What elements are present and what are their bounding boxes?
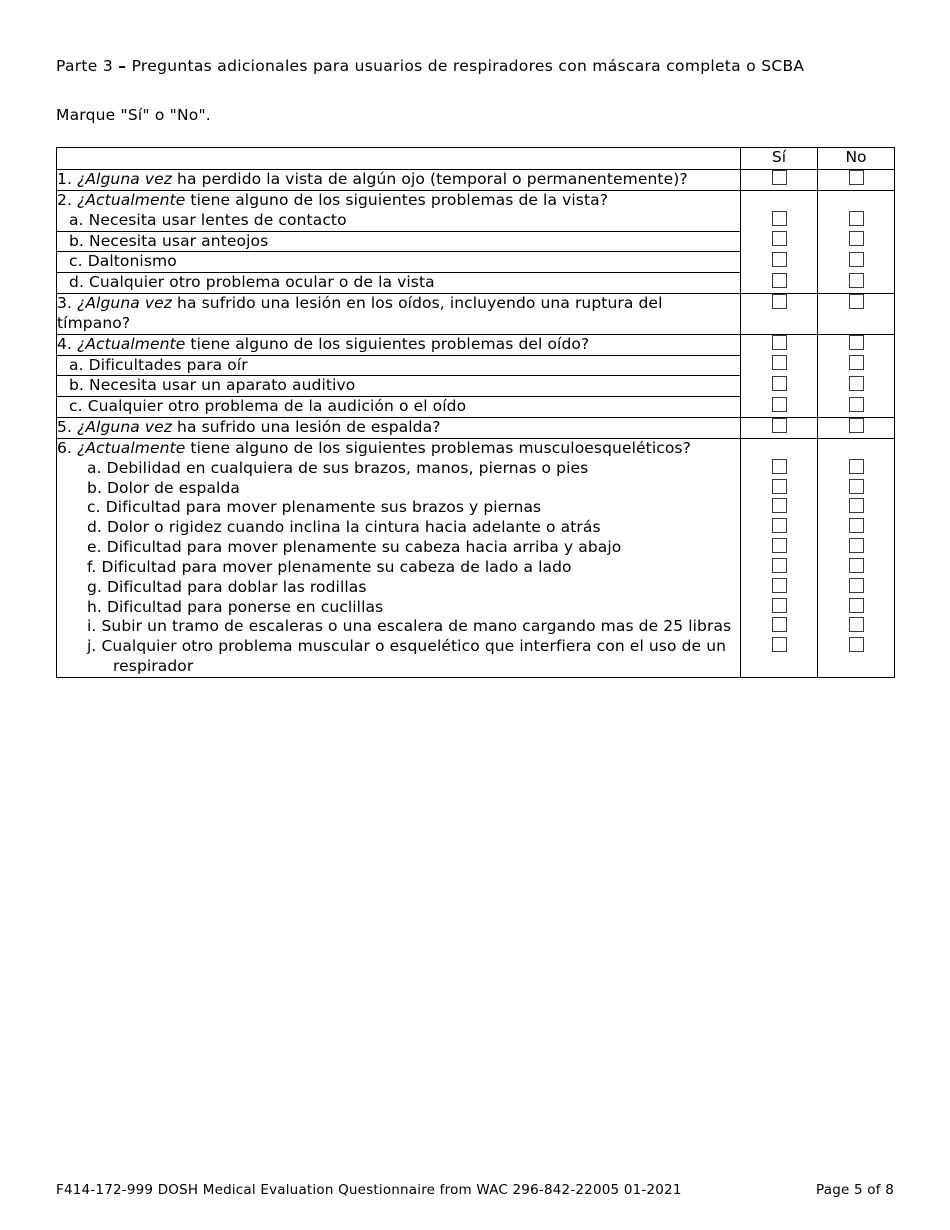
checkbox-no[interactable]	[849, 376, 864, 391]
checkbox-no[interactable]	[849, 273, 864, 288]
question-label: Dificultad para ponerse en cuclillas	[106, 597, 384, 616]
checkbox-cell-no[interactable]	[818, 598, 895, 618]
checkbox-yes[interactable]	[772, 231, 787, 246]
question-number: h.	[87, 597, 107, 616]
question-label: Necesita usar un aparato auditivo	[89, 376, 356, 395]
question-label: Dificultad para mover plenamente su cabeza hacia arriba y abajo	[106, 538, 622, 557]
part-title-text: Preguntas adicionales para usuarios de respiradores con máscara completa o SCBA	[131, 57, 805, 75]
checkbox-cell-yes[interactable]	[741, 397, 818, 418]
checkbox-no[interactable]	[849, 558, 864, 573]
checkbox-yes[interactable]	[772, 211, 787, 226]
table-row	[57, 578, 895, 598]
question-label: Necesita usar lentes de contacto	[88, 210, 347, 229]
table-header-row	[57, 148, 895, 170]
checkbox-yes[interactable]	[772, 598, 787, 613]
checkbox-cell-yes[interactable]	[741, 538, 818, 558]
table-row	[57, 355, 895, 376]
checkbox-no[interactable]	[849, 211, 864, 226]
checkbox-yes[interactable]	[772, 538, 787, 553]
question-text-cell	[57, 211, 741, 231]
table-row	[57, 598, 895, 618]
checkbox-cell-yes[interactable]	[741, 518, 818, 538]
page-title	[56, 56, 894, 76]
question-number: 3.	[57, 294, 78, 313]
checkbox-yes[interactable]	[772, 578, 787, 593]
question-text-cell	[57, 498, 741, 518]
checkbox-no[interactable]	[849, 637, 864, 652]
checkbox-no[interactable]	[849, 252, 864, 267]
checkbox-yes[interactable]	[772, 376, 787, 391]
checkbox-cell-no[interactable]	[818, 294, 895, 335]
table-row	[57, 459, 895, 479]
column-header-no: No	[818, 148, 895, 170]
checkbox-no[interactable]	[849, 418, 864, 433]
checkbox-cell-yes[interactable]	[741, 459, 818, 479]
checkbox-cell-no[interactable]	[818, 418, 895, 439]
checkbox-cell-yes[interactable]	[741, 479, 818, 499]
question-number: a.	[69, 210, 89, 229]
question-label: Daltonismo	[87, 252, 177, 271]
question-number: i.	[87, 617, 102, 636]
checkbox-cell-yes[interactable]	[741, 170, 818, 191]
checkbox-cell-yes[interactable]	[741, 334, 818, 355]
checkbox-yes[interactable]	[772, 397, 787, 412]
checkbox-cell-no[interactable]	[818, 479, 895, 499]
question-number: f.	[87, 557, 102, 576]
checkbox-no[interactable]	[849, 231, 864, 246]
checkbox-cell-yes[interactable]	[741, 418, 818, 439]
checkbox-cell-yes[interactable]	[741, 231, 818, 252]
question-number: 5.	[57, 418, 78, 437]
question-emphasis: ¿Actualmente	[77, 334, 186, 353]
question-label: ha sufrido una lesión en los oídos, incluyendo una ruptura del tímpano?	[57, 294, 663, 332]
question-text-cell	[57, 231, 741, 252]
column-header-yes: Sí	[741, 148, 818, 170]
checkbox-cell-yes[interactable]	[741, 355, 818, 376]
checkbox-cell-no[interactable]	[818, 355, 895, 376]
table-row	[57, 334, 895, 355]
checkbox-cell-yes[interactable]	[741, 376, 818, 397]
checkbox-cell-no[interactable]	[818, 518, 895, 538]
checkbox-cell-yes[interactable]	[741, 598, 818, 618]
table-row	[57, 252, 895, 273]
question-number: g.	[87, 577, 107, 596]
checkbox-no[interactable]	[849, 538, 864, 553]
checkbox-no[interactable]	[849, 294, 864, 309]
checkbox-cell-yes[interactable]	[741, 498, 818, 518]
question-label: Necesita usar anteojos	[89, 231, 269, 250]
question-number: d.	[69, 273, 89, 292]
question-text-cell	[57, 538, 741, 558]
footer-page-number: Page 5 of 8	[816, 1182, 894, 1198]
question-label: Cualquier otro problema muscular o esquelético que interfiera con el uso de un respirador	[101, 637, 727, 676]
checkbox-cell-no[interactable]	[818, 170, 895, 191]
checkbox-no[interactable]	[849, 578, 864, 593]
question-text-cell	[57, 397, 741, 418]
table-row	[57, 294, 895, 335]
table-row	[57, 637, 895, 677]
checkbox-cell-yes[interactable]	[741, 558, 818, 578]
checkbox-cell-no	[818, 438, 895, 458]
checkbox-cell-no[interactable]	[818, 617, 895, 637]
table-row	[57, 376, 895, 397]
table-row	[57, 438, 895, 458]
checkbox-no[interactable]	[849, 459, 864, 474]
checkbox-yes[interactable]	[772, 518, 787, 533]
instruction-text: Marque "Sí" o "No".	[56, 106, 211, 125]
question-label: ha sufrido una lesión de espalda?	[172, 418, 441, 437]
question-number: b.	[69, 376, 89, 395]
question-number: b.	[87, 478, 107, 497]
question-text-cell	[57, 438, 741, 458]
checkbox-cell-yes[interactable]	[741, 617, 818, 637]
question-number: b.	[69, 231, 89, 250]
question-text-cell	[57, 252, 741, 273]
question-number: 1.	[57, 170, 78, 189]
checkbox-no[interactable]	[849, 479, 864, 494]
title-dash: –	[118, 57, 127, 75]
checkbox-yes[interactable]	[772, 294, 787, 309]
question-emphasis: ¿Alguna vez	[77, 294, 173, 313]
checkbox-yes[interactable]	[772, 335, 787, 350]
question-label: tiene alguno de los siguientes problemas musculoesqueléticos?	[185, 438, 691, 457]
question-text-cell	[57, 637, 741, 677]
question-label: Cualquier otro problema ocular o de la vista	[89, 273, 435, 292]
question-number: 6.	[57, 438, 78, 457]
checkbox-cell-yes	[741, 438, 818, 458]
question-label: Cualquier otro problema de la audición o el oído	[87, 397, 467, 416]
checkbox-cell-no[interactable]	[818, 334, 895, 355]
checkbox-cell-no[interactable]	[818, 558, 895, 578]
question-label: ha perdido la vista de algún ojo (temporal o permanentemente)?	[172, 170, 688, 189]
table-row	[57, 538, 895, 558]
checkbox-no[interactable]	[849, 170, 864, 185]
question-text-cell	[57, 518, 741, 538]
checkbox-yes[interactable]	[772, 558, 787, 573]
question-label: Dificultades para oír	[88, 355, 248, 374]
table-row	[57, 479, 895, 499]
checkbox-cell-yes[interactable]	[741, 273, 818, 294]
question-text-cell	[57, 459, 741, 479]
checkbox-no[interactable]	[849, 498, 864, 513]
checkbox-cell-yes[interactable]	[741, 211, 818, 231]
checkbox-cell-no[interactable]	[818, 211, 895, 231]
checkbox-cell-no[interactable]	[818, 498, 895, 518]
question-text-cell	[57, 558, 741, 578]
checkbox-yes[interactable]	[772, 170, 787, 185]
checkbox-yes[interactable]	[772, 479, 787, 494]
table-row	[57, 231, 895, 252]
page-footer	[56, 1182, 894, 1198]
question-text-cell	[57, 190, 741, 210]
question-label: Subir un tramo de escaleras o una escalera de mano cargando mas de 25 libras	[101, 617, 732, 636]
question-number: a.	[69, 355, 89, 374]
checkbox-cell-no[interactable]	[818, 459, 895, 479]
question-number: e.	[87, 538, 107, 557]
table-row	[57, 617, 895, 637]
question-label: tiene alguno de los siguientes problemas del oído?	[185, 334, 590, 353]
checkbox-cell-no[interactable]	[818, 273, 895, 294]
question-emphasis: ¿Alguna vez	[77, 418, 173, 437]
checkbox-yes[interactable]	[772, 252, 787, 267]
question-number: 4.	[57, 334, 78, 353]
table-row	[57, 170, 895, 191]
table-row	[57, 558, 895, 578]
checkbox-cell-yes	[741, 190, 818, 210]
question-label: Dolor o rigidez cuando inclina la cintura hacia adelante o atrás	[107, 518, 601, 537]
checkbox-cell-yes[interactable]	[741, 294, 818, 335]
checkbox-cell-no[interactable]	[818, 397, 895, 418]
checkbox-no[interactable]	[849, 518, 864, 533]
question-text-cell	[57, 170, 741, 191]
question-text-cell	[57, 598, 741, 618]
checkbox-cell-no[interactable]	[818, 578, 895, 598]
checkbox-cell-no[interactable]	[818, 376, 895, 397]
question-number: c.	[69, 397, 88, 416]
question-label: Dificultad para mover plenamente sus brazos y piernas	[105, 498, 542, 517]
checkbox-no[interactable]	[849, 617, 864, 632]
question-text-cell	[57, 355, 741, 376]
question-number: d.	[87, 518, 107, 537]
checkbox-cell-no	[818, 190, 895, 210]
checkbox-cell-no[interactable]	[818, 252, 895, 273]
question-number: a.	[87, 458, 107, 477]
question-emphasis: ¿Actualmente	[77, 190, 186, 209]
checkbox-yes[interactable]	[772, 355, 787, 370]
checkbox-yes[interactable]	[772, 637, 787, 652]
question-label: Dolor de espalda	[107, 478, 241, 497]
checkbox-cell-yes[interactable]	[741, 252, 818, 273]
checkbox-yes[interactable]	[772, 273, 787, 288]
question-text-cell	[57, 578, 741, 598]
question-text-cell	[57, 334, 741, 355]
header-blank-cell	[57, 148, 741, 170]
table-row	[57, 211, 895, 231]
checkbox-cell-no[interactable]	[818, 637, 895, 677]
checkbox-yes[interactable]	[772, 418, 787, 433]
question-text-cell	[57, 418, 741, 439]
question-text-cell	[57, 376, 741, 397]
checkbox-cell-no[interactable]	[818, 538, 895, 558]
question-label: Dificultad para doblar las rodillas	[107, 577, 367, 596]
part-label: Parte 3	[56, 57, 114, 75]
checkbox-no[interactable]	[849, 355, 864, 370]
question-text-cell	[57, 617, 741, 637]
question-text-cell	[57, 273, 741, 294]
checkbox-cell-no[interactable]	[818, 231, 895, 252]
checkbox-yes[interactable]	[772, 459, 787, 474]
table-row	[57, 418, 895, 439]
questions-table	[56, 147, 895, 678]
checkbox-cell-yes[interactable]	[741, 637, 818, 677]
question-number: c.	[69, 252, 88, 271]
question-number: c.	[87, 498, 106, 517]
question-label: Dificultad para mover plenamente su cabeza de lado a lado	[101, 557, 572, 576]
question-text-cell	[57, 479, 741, 499]
question-emphasis: ¿Alguna vez	[77, 170, 173, 189]
question-text-cell	[57, 294, 741, 335]
table-row	[57, 190, 895, 210]
table-row	[57, 397, 895, 418]
question-number: 2.	[57, 190, 78, 209]
question-number: j.	[87, 637, 102, 656]
question-label: Debilidad en cualquiera de sus brazos, manos, piernas o pies	[106, 458, 589, 477]
question-emphasis: ¿Actualmente	[77, 438, 186, 457]
question-label: tiene alguno de los siguientes problemas de la vista?	[185, 190, 609, 209]
footer-form-id: F414-172-999 DOSH Medical Evaluation Questionnaire from WAC 296-842-22005 01-2021	[56, 1182, 682, 1198]
checkbox-no[interactable]	[849, 397, 864, 412]
checkbox-no[interactable]	[849, 335, 864, 350]
table-row	[57, 518, 895, 538]
checkbox-yes[interactable]	[772, 498, 787, 513]
checkbox-yes[interactable]	[772, 617, 787, 632]
checkbox-cell-yes[interactable]	[741, 578, 818, 598]
table-row	[57, 498, 895, 518]
checkbox-no[interactable]	[849, 598, 864, 613]
table-row	[57, 273, 895, 294]
